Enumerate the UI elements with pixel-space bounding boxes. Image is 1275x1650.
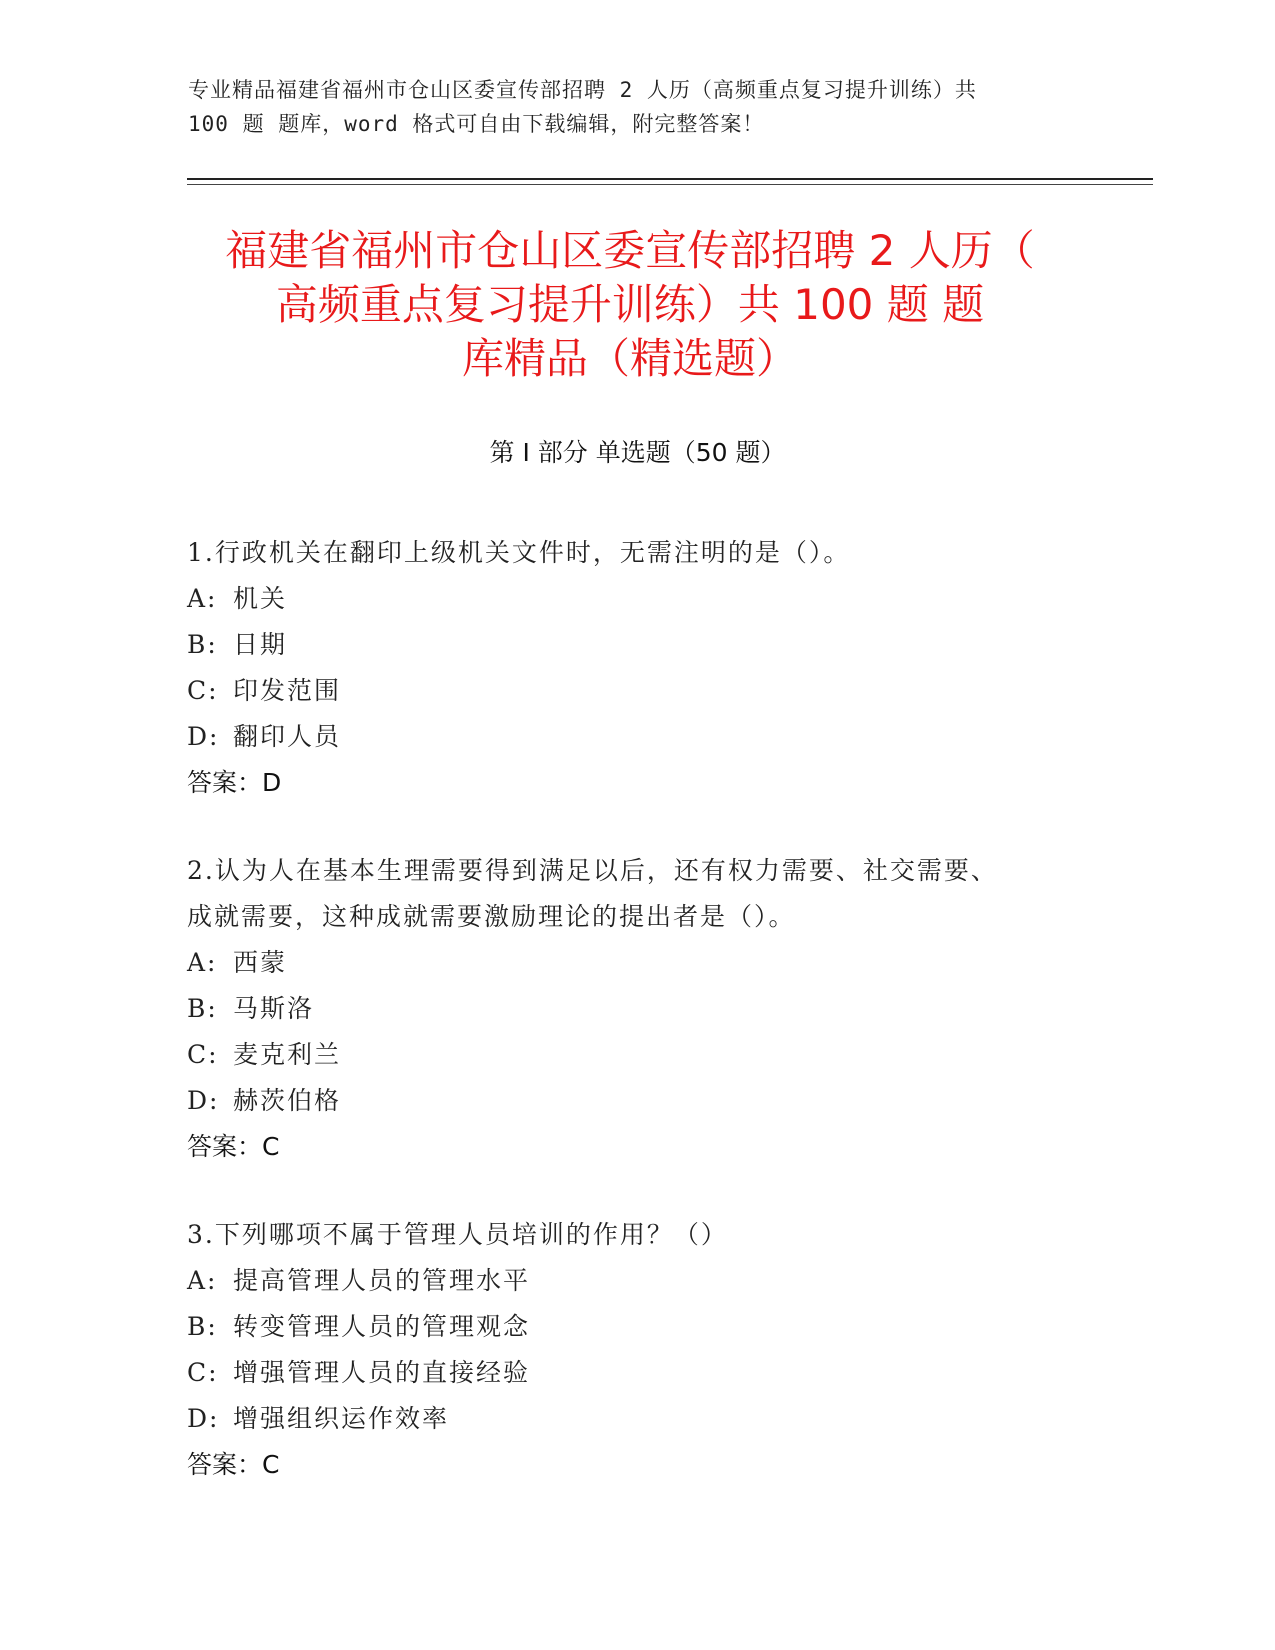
option-d [187,1078,1087,1124]
option-c [187,668,1087,714]
title-line-3: 库精品（精选题） [461,334,798,383]
option-key: D: [187,1086,220,1115]
option-key: B: [187,994,218,1023]
question-stem [187,848,1087,940]
option-a [187,1258,1087,1304]
question-3 [187,1212,1087,1488]
option-key: D: [187,722,220,751]
question-stem-line: 3.下列哪项不属于管理人员培训的作用？（） [187,1220,728,1249]
header-line-1: 专业精品福建省福州市仓山区委宣传部招聘 2 人历（高频重点复习提升训练）共 [188,78,977,102]
answer: 答案：C [187,1132,280,1161]
question-2 [187,848,1087,1170]
option-key: B: [187,1312,218,1341]
option-key: A: [187,948,218,977]
option-text: 印发范围 [233,676,342,705]
page-header [188,73,1068,141]
option-text: 翻印人员 [233,722,342,751]
option-text: 增强组织运作效率 [233,1404,450,1433]
option-key: B: [187,630,218,659]
option-a [187,576,1087,622]
option-text: 日期 [233,630,288,659]
option-b [187,1304,1087,1350]
document-title [190,224,1070,386]
title-line-2: 高频重点复习提升训练）共 100 题 题 [275,280,985,329]
option-a [187,940,1087,986]
option-text: 西蒙 [233,948,288,977]
question-stem [187,1212,1087,1258]
option-text: 机关 [233,584,288,613]
question-stem-line: 2.认为人在基本生理需要得到满足以后，还有权力需要、社交需要、 [187,856,998,885]
option-d [187,714,1087,760]
option-key: C: [187,1358,219,1387]
option-c [187,1032,1087,1078]
option-key: D: [187,1404,220,1433]
section-title: 第 I 部分 单选题（50 题） [489,438,786,467]
option-c [187,1350,1087,1396]
option-text: 转变管理人员的管理观念 [233,1312,531,1341]
header-line-2: 100 题 题库，word 格式可自由下载编辑，附完整答案！ [188,112,765,136]
option-key: A: [187,584,218,613]
option-text: 增强管理人员的直接经验 [233,1358,531,1387]
option-text: 赫茨伯格 [233,1086,342,1115]
header-rule-thick [187,178,1153,180]
option-key: C: [187,676,219,705]
option-key: A: [187,1266,218,1295]
question-1 [187,530,1087,806]
option-b [187,622,1087,668]
option-d [187,1396,1087,1442]
option-b [187,986,1087,1032]
title-line-1: 福建省福州市仓山区委宣传部招聘 2 人历（ [225,226,1035,275]
option-text: 麦克利兰 [233,1040,342,1069]
question-list [187,530,1087,1530]
header-rule-thin [187,184,1153,185]
option-key: C: [187,1040,219,1069]
answer: 答案：C [187,1450,280,1479]
option-text: 提高管理人员的管理水平 [233,1266,531,1295]
question-stem-line: 成就需要，这种成就需要激励理论的提出者是（）。 [187,902,796,931]
option-text: 马斯洛 [233,994,315,1023]
answer: 答案：D [187,768,282,797]
question-stem-line: 1.行政机关在翻印上级机关文件时，无需注明的是（）。 [187,538,851,567]
question-stem [187,530,1087,576]
